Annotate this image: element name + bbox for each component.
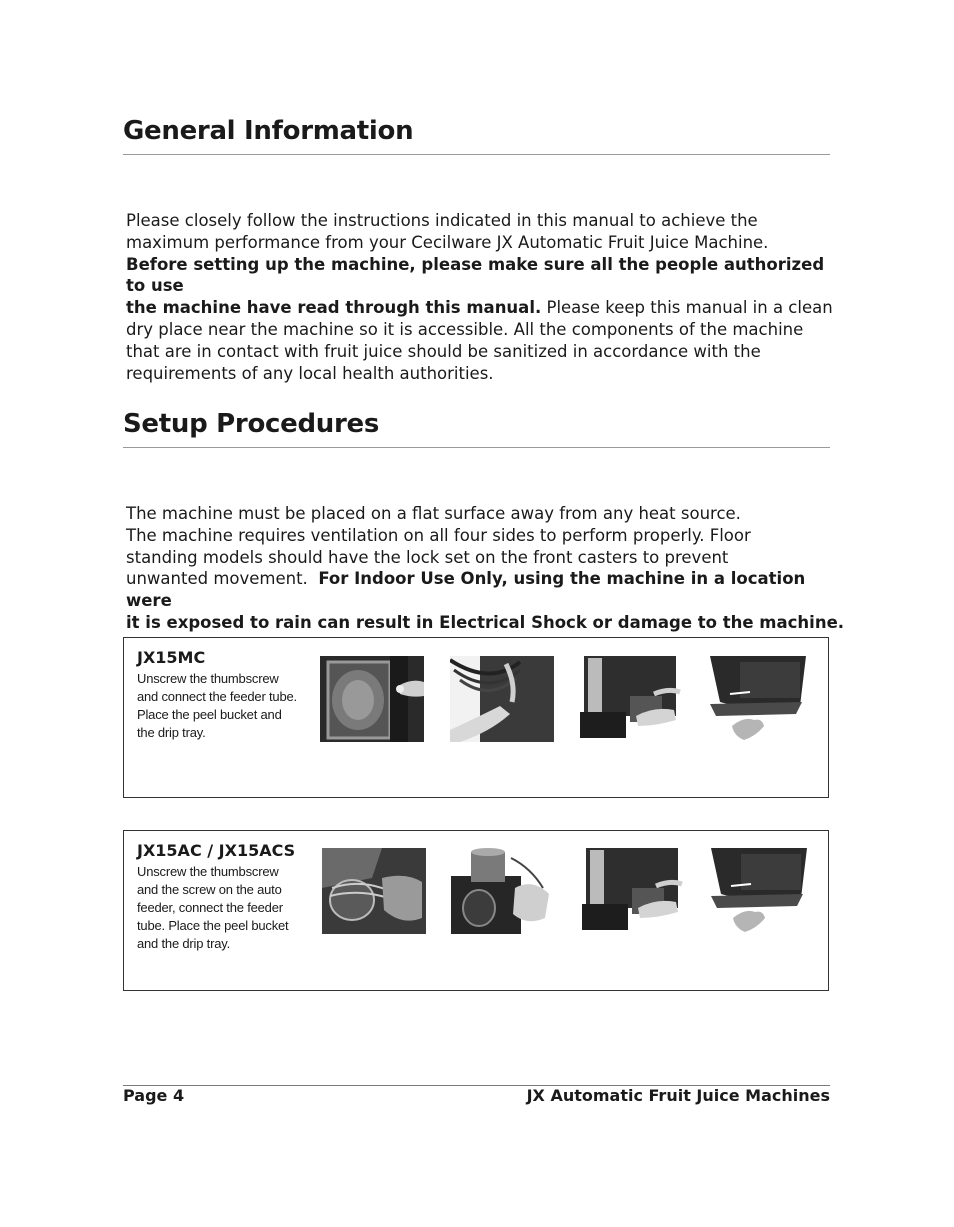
- text-line: Before setting up the machine, please make sure all the people authorized to use: [126, 254, 825, 296]
- section-heading-setup-procedures: Setup Procedures: [123, 409, 379, 439]
- photo-place-peel-bucket: [582, 848, 686, 934]
- text-line: requirements of any local health authorities.: [126, 363, 494, 383]
- photo-place-peel-bucket: [580, 656, 684, 742]
- photo-connect-feeder-tube: [450, 656, 554, 742]
- model-title: JX15AC / JX15ACS: [137, 841, 296, 860]
- photo-unscrew-thumbscrew: [320, 656, 424, 742]
- text-line: unwanted movement. For Indoor Use Only, using the machine in a location were: [126, 569, 806, 611]
- text-line: The machine must be placed on a flat surface away from any heat source.: [126, 504, 741, 523]
- photo-place-drip-tray: [711, 848, 815, 934]
- text-line: The machine requires ventilation on all four sides to perform properly. Floor: [126, 525, 751, 545]
- heading-rule: [123, 154, 830, 155]
- text-line: the machine have read through this manual. Please keep this manual in a clean: [126, 298, 833, 318]
- heading-rule: [123, 447, 830, 448]
- model-title: JX15MC: [137, 648, 206, 667]
- photo-unscrew-auto-feeder: [322, 848, 426, 934]
- footer-document-title: JX Automatic Fruit Juice Machines: [526, 1086, 830, 1105]
- photo-auto-feeder-connect: [451, 848, 555, 934]
- text-line: that are in contact with fruit juice should be sanitized in accordance with the: [126, 341, 761, 361]
- general-information-paragraph: [126, 210, 846, 384]
- text-line: maximum performance from your Cecilware JX Automatic Fruit Juice Machine.: [126, 232, 769, 252]
- text-line: Please closely follow the instructions indicated in this manual to achieve the: [126, 211, 758, 230]
- model-instructions: Unscrew the thumbscrew and the screw on the auto feeder, connect the feeder tube. Place the peel bucket and the drip tray.: [137, 864, 289, 951]
- text-line: it is exposed to rain can result in Electrical Shock or damage to the machine.: [126, 612, 845, 632]
- photo-place-drip-tray: [710, 656, 814, 742]
- page-number: Page 4: [123, 1086, 185, 1105]
- text-line: dry place near the machine so it is accessible. All the components of the machine: [126, 319, 804, 339]
- model-box-jx15mc: [123, 637, 829, 798]
- section-heading-general-information: General Information: [123, 116, 414, 146]
- text-line: standing models should have the lock set on the front casters to prevent: [126, 547, 729, 567]
- model-instructions: Unscrew the thumbscrew and connect the feeder tube. Place the peel bucket and the drip tray.: [137, 671, 297, 740]
- model-box-jx15ac-jx15acs: [123, 830, 829, 991]
- setup-procedures-paragraph: [126, 503, 846, 634]
